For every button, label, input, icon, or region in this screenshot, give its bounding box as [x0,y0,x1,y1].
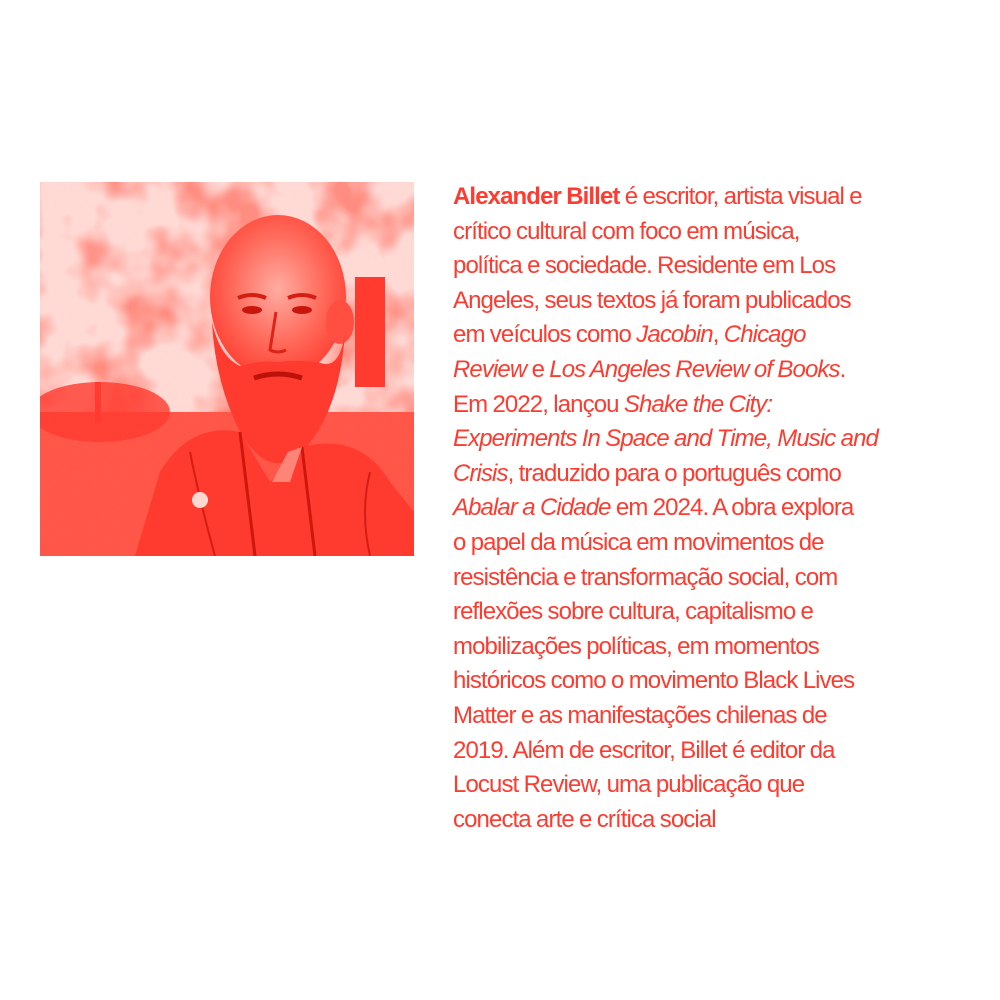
author-name: Alexander Billet [453,183,620,210]
bio-line [453,318,983,353]
bio-line: Angeles, seus textos já foram publicados [453,286,851,314]
bio-line: históricos como o movimento Black Lives [453,667,855,695]
book-title: Crisis [453,459,508,487]
publication-title: Review [453,355,527,383]
bio-line: política e sociedade. Residente em Los [453,252,836,280]
publication-title: Jacobin [636,321,713,349]
bio-line [453,457,983,492]
publication-title: Chicago [723,321,806,349]
bio-text: Em 2022, lançou [453,390,624,418]
bio-line: Locust Review, uma publicação que [453,771,805,799]
portrait-photo-icon [40,182,414,556]
bio-line: o papel da música em movimentos de [453,528,824,556]
bio-text: em 2024. A obra explora [610,494,854,522]
bio-line [453,388,983,423]
bio-line: resistência e transformação social, com [453,563,838,591]
publication-title: Los Angeles Review of Books [549,355,840,383]
bio-line [453,353,983,388]
bio-text: em veículos como [453,321,637,349]
book-title: Shake the City: [623,390,773,418]
author-photo [40,182,414,556]
author-bio [453,180,983,837]
bio-text: , traduzido para o português como [507,459,841,487]
bio-line [453,180,983,215]
bio-text: é escritor, artista visual e [619,183,862,210]
bio-text: , [712,321,724,349]
bio-text: e [526,355,550,383]
bio-line: crítico cultural com foco em música, [453,217,800,245]
bio-line: conecta arte e crítica social [453,805,716,833]
book-title: Abalar a Cidade [453,494,611,522]
book-title: Experiments In Space and Time, Music and [453,425,879,453]
bio-line: mobilizações políticas, em momentos [453,632,819,660]
bio-text: . [839,355,846,383]
bio-line: Matter e as manifestações chilenas de [453,701,827,729]
bio-line [453,491,983,526]
bio-line: 2019. Além de escritor, Billet é editor da [453,736,835,764]
bio-line: reflexões sobre cultura, capitalismo e [453,598,813,626]
